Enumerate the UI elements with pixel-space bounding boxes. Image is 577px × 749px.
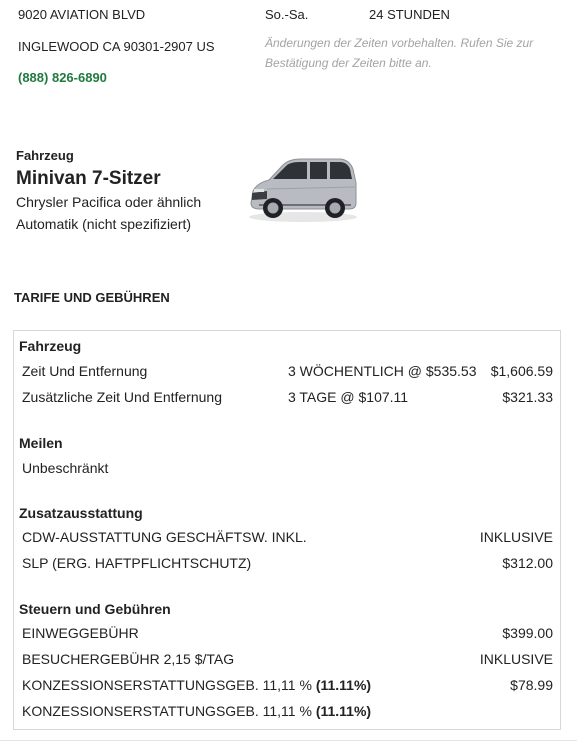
address-line-2: INGLEWOOD CA 90301-2907 US [18, 39, 215, 54]
vehicle-label: Fahrzeug [16, 148, 74, 163]
rate-amount: INKLUSIVE [479, 529, 553, 545]
rate-desc: CDW-AUSSTATTUNG GESCHÄFTSW. INKL. [22, 529, 307, 545]
rate-row [22, 458, 553, 478]
rate-desc: SLP (ERG. HAFTPFLICHTSCHUTZ) [22, 555, 252, 571]
rate-row [22, 623, 553, 643]
rate-desc-text: KONZESSIONSERSTATTUNGSGEB. 11,11 % [22, 703, 316, 719]
rate-row [22, 649, 553, 669]
section-title-miles: Meilen [19, 435, 63, 451]
rate-desc: Zusätzliche Zeit Und Entfernung [22, 389, 222, 405]
rate-amount: $312.00 [502, 555, 553, 571]
vehicle-summary [16, 147, 276, 235]
rate-desc-text: KONZESSIONSERSTATTUNGSGEB. 11,11 % [22, 677, 316, 693]
rate-amount: $78.99 [510, 677, 553, 693]
rate-row [22, 527, 553, 547]
rates-table [13, 330, 561, 730]
minivan-image [243, 153, 359, 225]
rate-row [22, 701, 553, 721]
rate-amount: $1,606.59 [490, 363, 553, 379]
section-title-taxes: Steuern und Gebühren [19, 601, 171, 617]
section-title-vehicle: Fahrzeug [19, 338, 82, 354]
rate-detail: 3 TAGE @ $107.11 [288, 389, 409, 405]
rate-detail: 3 WÖCHENTLICH @ $535.53 [288, 363, 477, 379]
rate-desc: Zeit Und Entfernung [22, 363, 148, 379]
hours-time: 24 STUNDEN [369, 7, 450, 22]
hours-disclaimer: Änderungen der Zeiten vorbehalten. Rufen Sie zur Bestätigung der Zeiten bitte an. [265, 36, 534, 70]
rate-row [22, 361, 553, 381]
rate-amount: $399.00 [502, 625, 553, 641]
rate-row [22, 387, 553, 407]
rate-desc: Unbeschränkt [22, 460, 109, 476]
rate-desc: BESUCHERGEBÜHR 2,15 $/TAG [22, 651, 235, 667]
rate-amount: INKLUSIVE [479, 651, 553, 667]
rate-desc: EINWEGGEBÜHR [22, 625, 139, 641]
rate-desc [22, 701, 371, 721]
phone-link[interactable]: (888) 826-6890 [18, 70, 107, 85]
rate-desc-percent: (11.11%) [315, 677, 372, 693]
section-title-extras: Zusatzausstattung [19, 505, 143, 521]
rate-desc-percent: (11.11%) [315, 703, 372, 719]
vehicle-name: Minivan 7-Sitzer [16, 168, 161, 189]
address-line-1: 9020 AVIATION BLVD [18, 7, 146, 22]
rate-desc [22, 675, 371, 695]
vehicle-transmission: Automatik (nicht spezifiziert) [16, 216, 192, 232]
rates-heading: TARIFE UND GEBÜHREN [14, 290, 170, 305]
rate-row [22, 675, 553, 695]
hours-row [265, 7, 565, 23]
vehicle-model: Chrysler Pacifica oder ähnlich [16, 194, 202, 210]
rate-row [22, 553, 553, 573]
location-hours [265, 7, 565, 70]
hours-days: So.-Sa. [265, 7, 309, 22]
divider [0, 740, 577, 741]
rate-amount: $321.33 [502, 389, 553, 405]
